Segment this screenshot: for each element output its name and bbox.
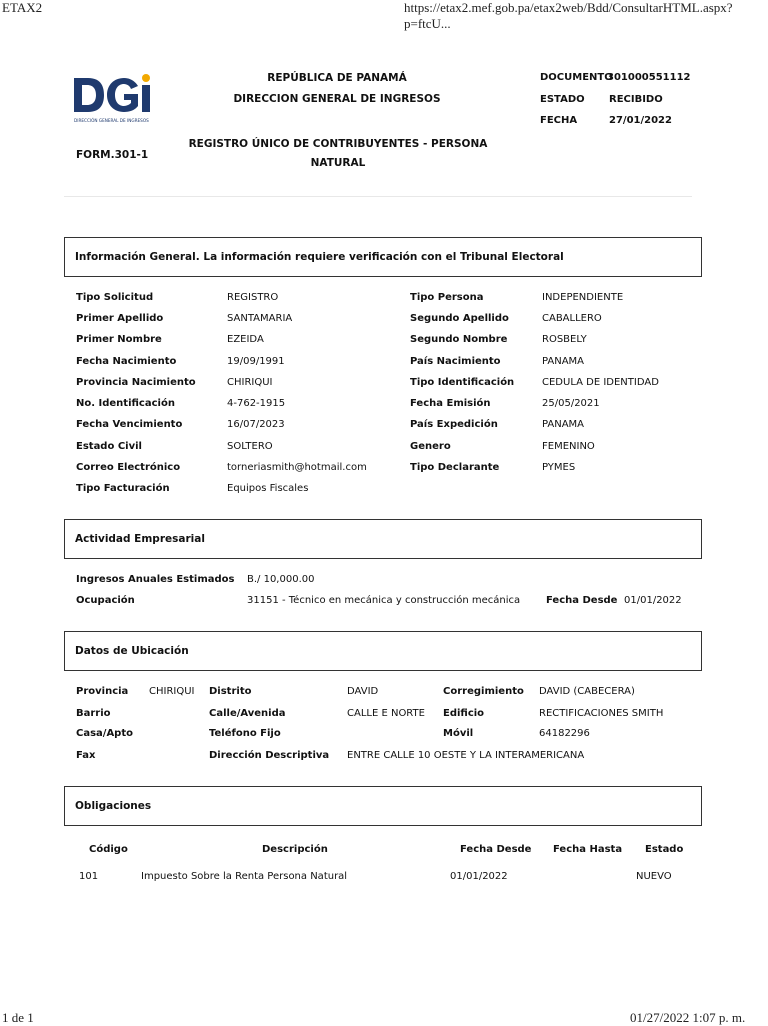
section-obligaciones xyxy=(64,786,702,826)
field-label: Fecha Nacimiento xyxy=(76,356,177,367)
fecha-desde-value: 01/01/2022 xyxy=(624,595,682,606)
field-label: Tipo Persona xyxy=(410,292,484,303)
form-number: FORM.301-1 xyxy=(76,149,149,161)
barrio-label: Barrio xyxy=(76,708,111,719)
section-datos-ubicacion xyxy=(64,631,702,671)
cell-fecha-desde: 01/01/2022 xyxy=(450,871,508,882)
field-label: Genero xyxy=(410,441,451,452)
field-value: 16/07/2023 xyxy=(227,419,285,430)
column-header-descripcion: Descripción xyxy=(262,844,328,855)
ingresos-label: Ingresos Anuales Estimados xyxy=(76,574,235,585)
ocupacion-label: Ocupación xyxy=(76,595,135,606)
field-label: País Expedición xyxy=(410,419,498,430)
field-label: Tipo Identificación xyxy=(410,377,515,388)
field-value: PYMES xyxy=(542,462,576,473)
fax-label: Fax xyxy=(76,750,96,761)
movil-label: Móvil xyxy=(443,728,474,739)
field-value: CEDULA DE IDENTIDAD xyxy=(542,377,659,388)
field-value: 25/05/2021 xyxy=(542,398,600,409)
cell-estado: NUEVO xyxy=(636,871,672,882)
column-header-codigo: Código xyxy=(89,844,128,855)
column-header-fecha-desde: Fecha Desde xyxy=(460,844,532,855)
field-value: PANAMA xyxy=(542,419,585,430)
estado-label: ESTADO xyxy=(540,94,585,105)
field-value: FEMENINO xyxy=(542,441,595,452)
field-label: Primer Apellido xyxy=(76,313,164,324)
edificio-value: RECTIFICACIONES SMITH xyxy=(539,708,664,719)
corregimiento-value: DAVID (CABECERA) xyxy=(539,686,635,697)
field-value: 4-762-1915 xyxy=(227,398,286,409)
field-value: REGISTRO xyxy=(227,292,279,303)
field-value: ROSBELY xyxy=(542,334,587,345)
direccion-value: ENTRE CALLE 10 OESTE Y LA INTERAMERICANA xyxy=(347,750,585,761)
section-title: Datos de Ubicación xyxy=(75,645,189,657)
field-label: Tipo Solicitud xyxy=(76,292,154,303)
field-label: Tipo Facturación xyxy=(76,483,170,494)
fecha-desde-label: Fecha Desde xyxy=(546,595,618,606)
field-value: EZEIDA xyxy=(227,334,264,345)
documento-label: DOCUMENTO xyxy=(540,72,613,83)
print-footer-page: 1 de 1 xyxy=(2,1010,34,1025)
section-title: Obligaciones xyxy=(75,800,152,812)
calle-value: CALLE E NORTE xyxy=(347,708,425,719)
field-label: Primer Nombre xyxy=(76,334,162,345)
print-header-url: https://etax2.mef.gob.pa/etax2web/Bdd/ConsultarHTML.aspx?p=ftcU... xyxy=(404,0,733,31)
field-label: Estado Civil xyxy=(76,441,142,452)
dgi-logo-graphic xyxy=(74,74,160,126)
cell-codigo: 101 xyxy=(79,871,99,882)
column-header-fecha-hasta: Fecha Hasta xyxy=(553,844,623,855)
field-value: SANTAMARIA xyxy=(227,313,293,324)
section-title: Información General. La información requiere verificación con el Tribunal Electoral xyxy=(75,251,564,263)
fecha-value: 27/01/2022 xyxy=(609,115,672,126)
field-label: No. Identificación xyxy=(76,398,175,409)
field-value: PANAMA xyxy=(542,356,585,367)
field-label: Tipo Declarante xyxy=(410,462,500,473)
ingresos-value: B./ 10,000.00 xyxy=(247,574,315,585)
header-divider xyxy=(64,196,692,197)
field-label: Segundo Apellido xyxy=(410,313,509,324)
dgi-logo xyxy=(74,74,160,126)
field-value: 19/09/1991 xyxy=(227,356,285,367)
field-value: INDEPENDIENTE xyxy=(542,292,624,303)
republic-title: REPÚBLICA DE PANAMÁ xyxy=(267,72,407,84)
field-label: Provincia Nacimiento xyxy=(76,377,196,388)
casa-label: Casa/Apto xyxy=(76,728,133,739)
provincia-label: Provincia xyxy=(76,686,129,697)
telefono-label: Teléfono Fijo xyxy=(209,728,281,739)
cell-descripcion: Impuesto Sobre la Renta Persona Natural xyxy=(141,871,348,882)
direccion-label: Dirección Descriptiva xyxy=(209,750,330,761)
calle-label: Calle/Avenida xyxy=(209,708,286,719)
field-label: Correo Electrónico xyxy=(76,462,181,473)
estado-value: RECIBIDO xyxy=(609,94,663,105)
movil-value: 64182296 xyxy=(539,728,590,739)
field-value: CABALLERO xyxy=(542,313,602,324)
field-label: Fecha Emisión xyxy=(410,398,491,409)
column-header-estado: Estado xyxy=(645,844,684,855)
field-value: SOLTERO xyxy=(227,441,273,452)
ocupacion-value: 31151 - Técnico en mecánica y construcción mecánica xyxy=(247,595,521,606)
field-label: Fecha Vencimiento xyxy=(76,419,183,430)
distrito-label: Distrito xyxy=(209,686,252,697)
section-actividad-empresarial xyxy=(64,519,702,559)
field-label: País Nacimiento xyxy=(410,356,501,367)
registry-title-line1: REGISTRO ÚNICO DE CONTRIBUYENTES - PERSONA xyxy=(188,138,488,150)
fecha-label: FECHA xyxy=(540,115,578,126)
field-value: torneriasmith@hotmail.com xyxy=(227,462,367,473)
field-label: Segundo Nombre xyxy=(410,334,508,345)
provincia-value: CHIRIQUI xyxy=(149,686,195,697)
field-value: CHIRIQUI xyxy=(227,377,273,388)
section-informacion-general xyxy=(64,237,702,277)
logo-subtitle: DIRECCIÓN GENERAL DE INGRESOS xyxy=(74,118,149,123)
agency-title: DIRECCION GENERAL DE INGRESOS xyxy=(233,93,441,105)
section-title: Actividad Empresarial xyxy=(75,533,205,545)
print-header-title: ETAX2 xyxy=(2,0,43,15)
registry-title-line2: NATURAL xyxy=(310,157,366,169)
print-footer-datetime: 01/27/2022 1:07 p. m. xyxy=(630,1010,746,1025)
field-value: Equipos Fiscales xyxy=(227,483,309,494)
distrito-value: DAVID xyxy=(347,686,379,697)
corregimiento-label: Corregimiento xyxy=(443,686,524,697)
edificio-label: Edificio xyxy=(443,708,485,719)
documento-value: 301000551112 xyxy=(607,72,691,83)
